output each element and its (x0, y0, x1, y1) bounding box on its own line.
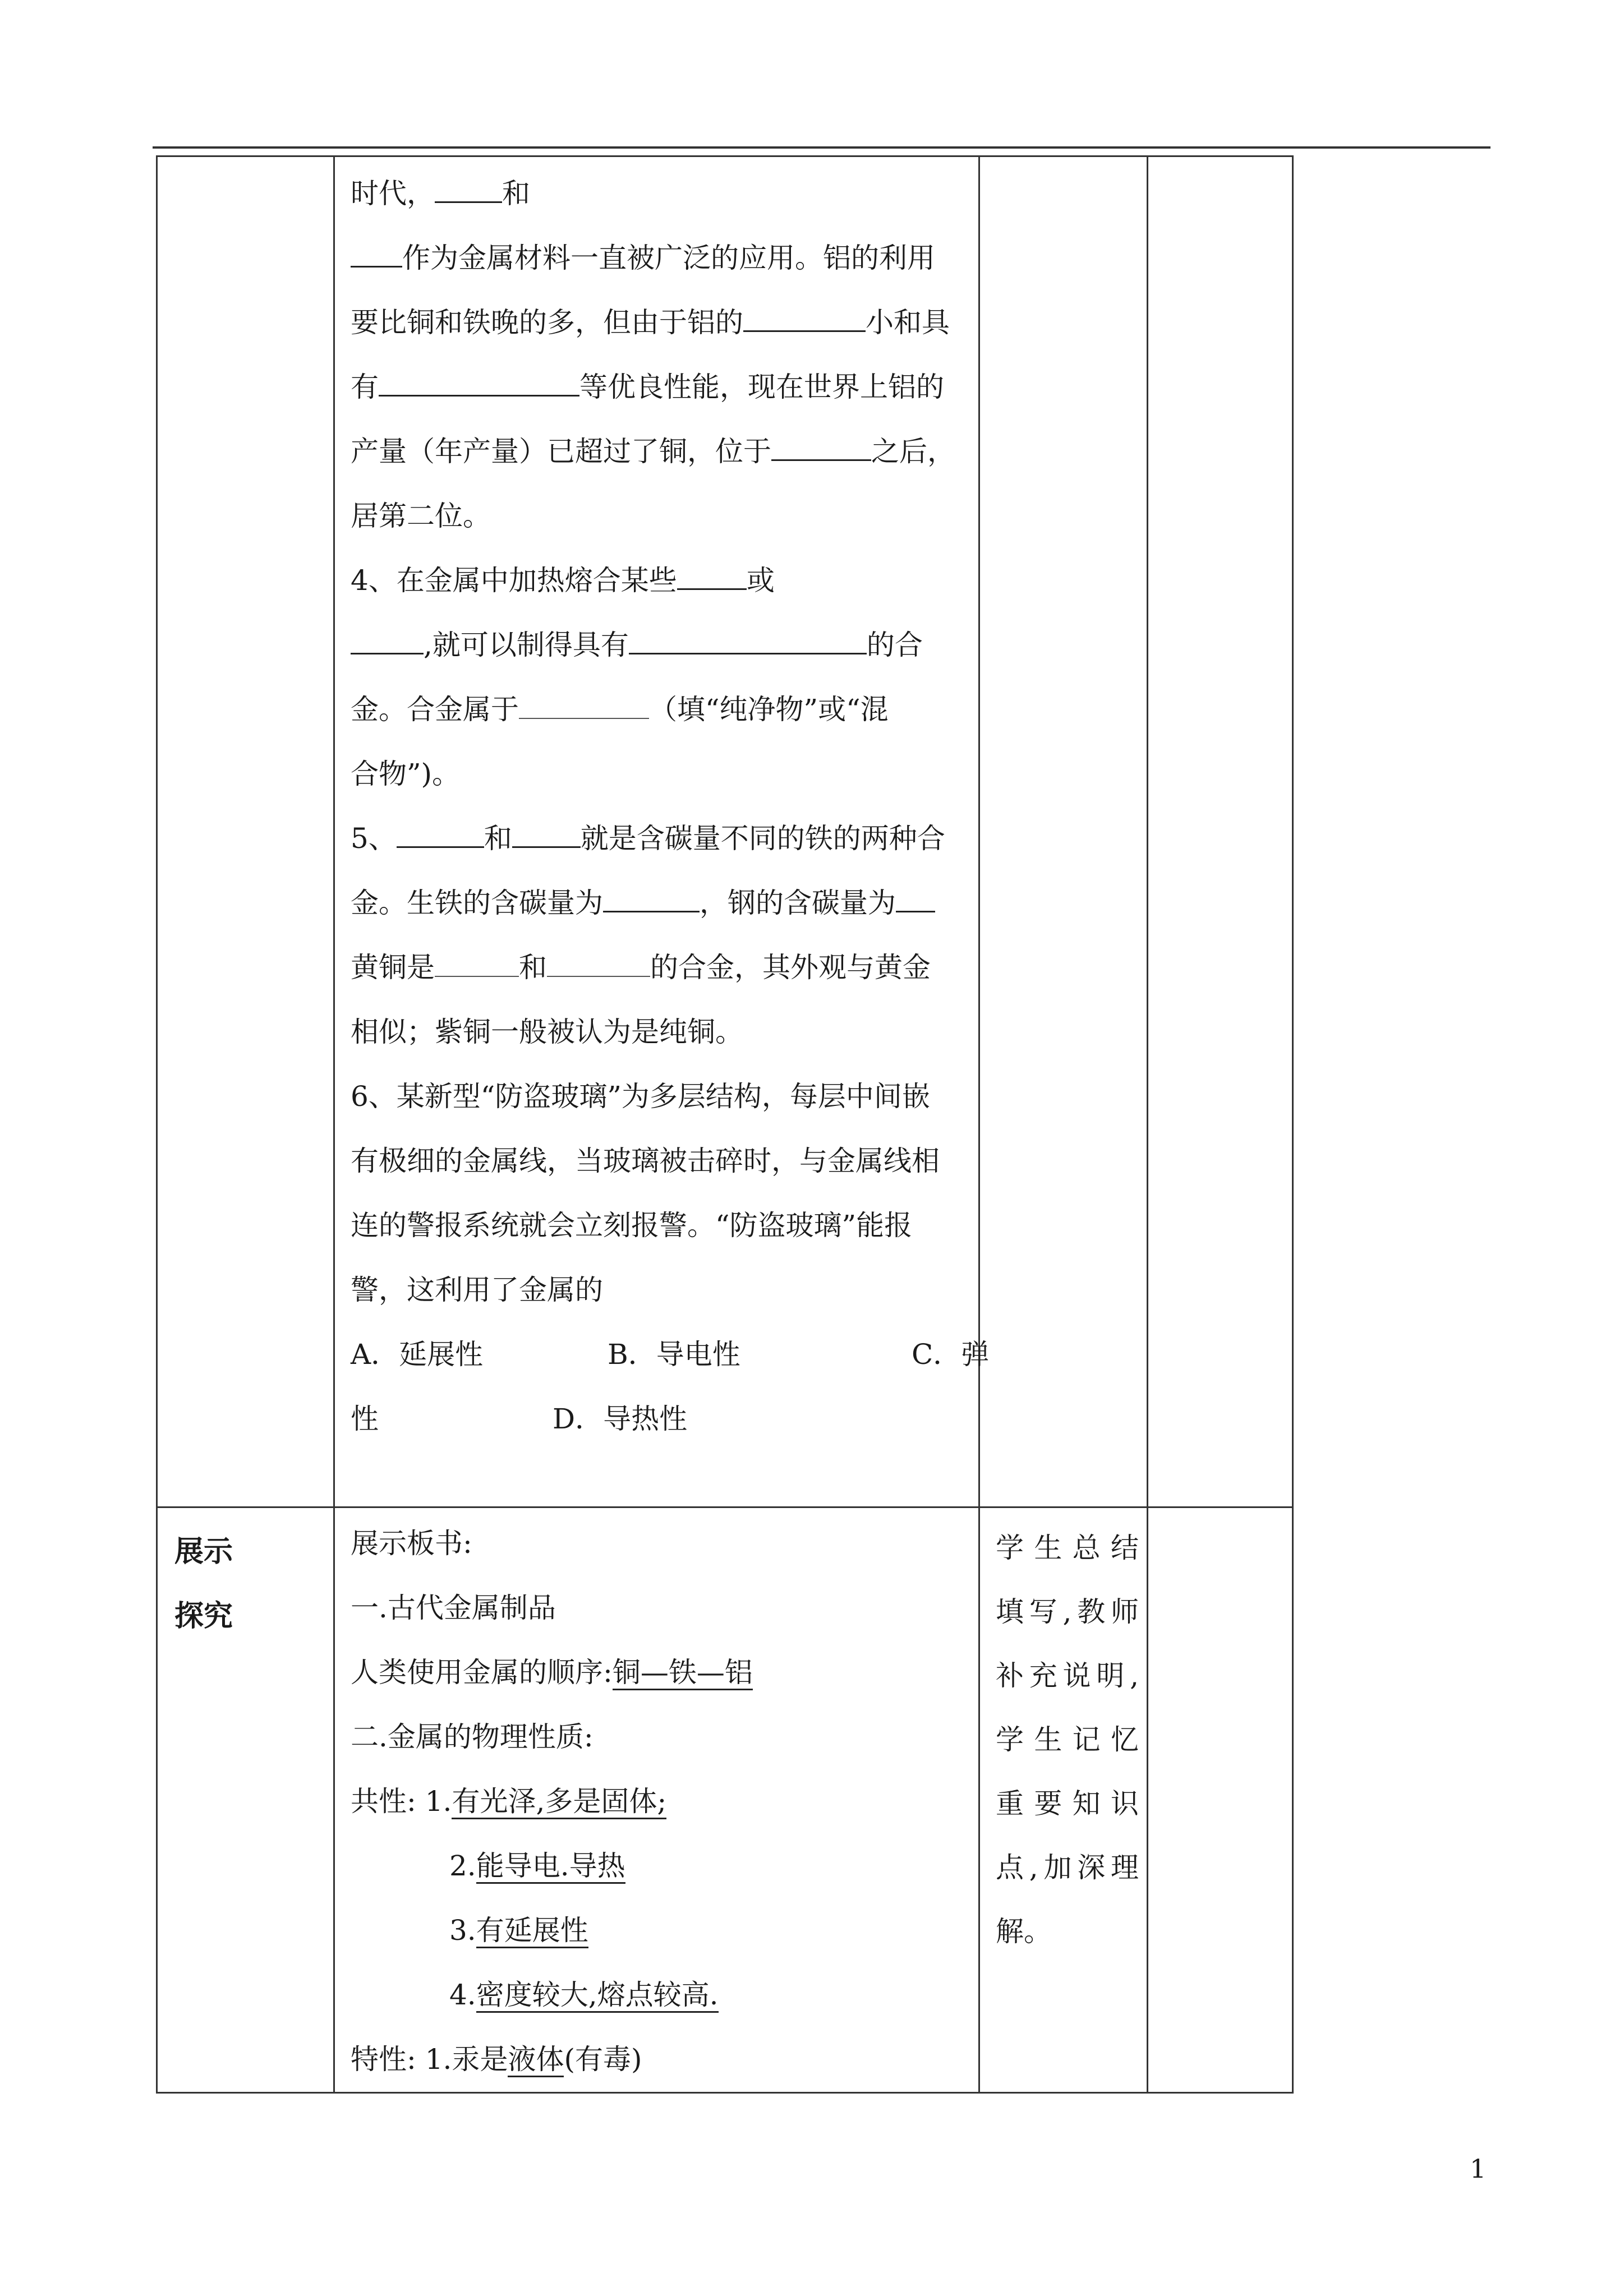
text-line: 时代， 和 (351, 177, 530, 210)
text-line: 要比铜和铁晚的多，但由于铝的 小和具 (351, 306, 950, 339)
blank[interactable] (519, 700, 649, 719)
text-line: 有 等优良性能，现在世界上铝的 (351, 371, 944, 403)
blank[interactable] (896, 893, 935, 912)
text-line: 6、某新型“防盗玻璃”为多层结构，每层中间嵌 (351, 1080, 930, 1113)
text-line: 合物”)。 (351, 758, 461, 790)
option-b[interactable]: B．导电性 (608, 1338, 740, 1371)
stage-cell (157, 1507, 334, 2093)
blank[interactable] (379, 377, 579, 397)
remarks-cell (1148, 156, 1293, 1507)
blank[interactable] (435, 183, 502, 203)
blank[interactable] (435, 958, 519, 977)
exercise-cell (334, 156, 990, 1507)
page-number: 1 (1470, 2154, 1487, 2184)
teacher-activity-cell (979, 156, 1148, 1507)
common-property-line: 3.有延展性 (351, 1898, 964, 1963)
lesson-plan-table (156, 155, 1294, 2094)
blank[interactable] (351, 635, 424, 654)
text-line: 金。生铁的含碳量为 ，钢的含碳量为 (351, 871, 964, 935)
option-line (351, 1322, 990, 1387)
stage-label: 探究 (174, 1599, 233, 1633)
note-line: 补充说明, (996, 1659, 1139, 1692)
student-activity-cell (979, 1507, 1148, 2093)
table-row (157, 1507, 1293, 2093)
text-line: 相似；紫铜一般被认为是纯铜。 (351, 1016, 743, 1048)
text-line: 连的警报系统就会立刻报警。“防盗玻璃”能报 (351, 1209, 913, 1242)
text-line: 4、在金属中加热熔合某些 或 (351, 564, 775, 597)
blank[interactable] (743, 312, 866, 332)
text-line: 居第二位。 (351, 500, 491, 532)
text-line: 产量（年产量）已超过了铜，位于 之后， (351, 435, 955, 468)
blank[interactable] (397, 828, 484, 848)
blank[interactable] (512, 828, 581, 848)
remarks-cell (1148, 1507, 1293, 2093)
metal-order-line: 人类使用金属的顺序:铜—铁—铝 (351, 1640, 964, 1705)
note-line: 学 生 总 结 (996, 1532, 1139, 1564)
option-c[interactable]: C．弹 (912, 1338, 990, 1371)
header-rule (153, 146, 1490, 149)
option-c-continued: 性 (351, 1403, 379, 1435)
common-property-line: 4.密度较大,熔点较高. (351, 1963, 964, 2027)
stage-cell-empty (157, 156, 334, 1507)
blank[interactable] (677, 570, 747, 590)
table-row (157, 156, 1293, 1507)
stage-label: 展示 (174, 1534, 233, 1569)
blank[interactable] (547, 958, 650, 977)
text-line: ,就可以制得具有 的合 (351, 613, 964, 677)
text-line: 黄铜是 和 的合金，其外观与黄金 (351, 951, 931, 984)
common-property-line: 2.能导电.导热 (351, 1834, 964, 1898)
board-title: 展示板书: (351, 1527, 472, 1560)
note-line: 解。 (996, 1915, 1052, 1948)
note-line: 点,加深理 (996, 1851, 1139, 1884)
text-line: 有极细的金属线，当玻璃被击碎时，与金属线相 (351, 1145, 940, 1177)
note-line: 重 要 知 识 (996, 1787, 1139, 1820)
text-line: 金。合金属于 （填“纯净物”或“混 (351, 693, 889, 726)
board-summary-cell (334, 1507, 979, 2093)
option-a[interactable]: A．延展性 (351, 1338, 484, 1371)
text-line: 警，这利用了金属的 (351, 1274, 603, 1306)
note-line: 学 生 记 忆 (996, 1723, 1139, 1756)
common-property-line: 共性: 1.有光泽,多是固体; (351, 1769, 964, 1834)
text-line: 作为金属材料一直被广泛的应用。铝的利用 (351, 226, 964, 291)
board-section-2: 二.金属的物理性质: (351, 1721, 594, 1753)
special-property-line: 特性: 1.汞是液体(有毒) (351, 2027, 964, 2092)
text-line: 5、 和 就是含碳量不同的铁的两种合 (351, 822, 945, 855)
option-line (351, 1387, 964, 1451)
note-line: 填写,教师 (996, 1596, 1139, 1628)
blank[interactable] (629, 635, 867, 654)
blank[interactable] (771, 441, 871, 461)
blank[interactable] (603, 893, 700, 912)
board-section-1: 一.古代金属制品 (351, 1592, 556, 1624)
blank[interactable] (351, 248, 402, 268)
option-d[interactable]: D．导热性 (553, 1403, 688, 1435)
